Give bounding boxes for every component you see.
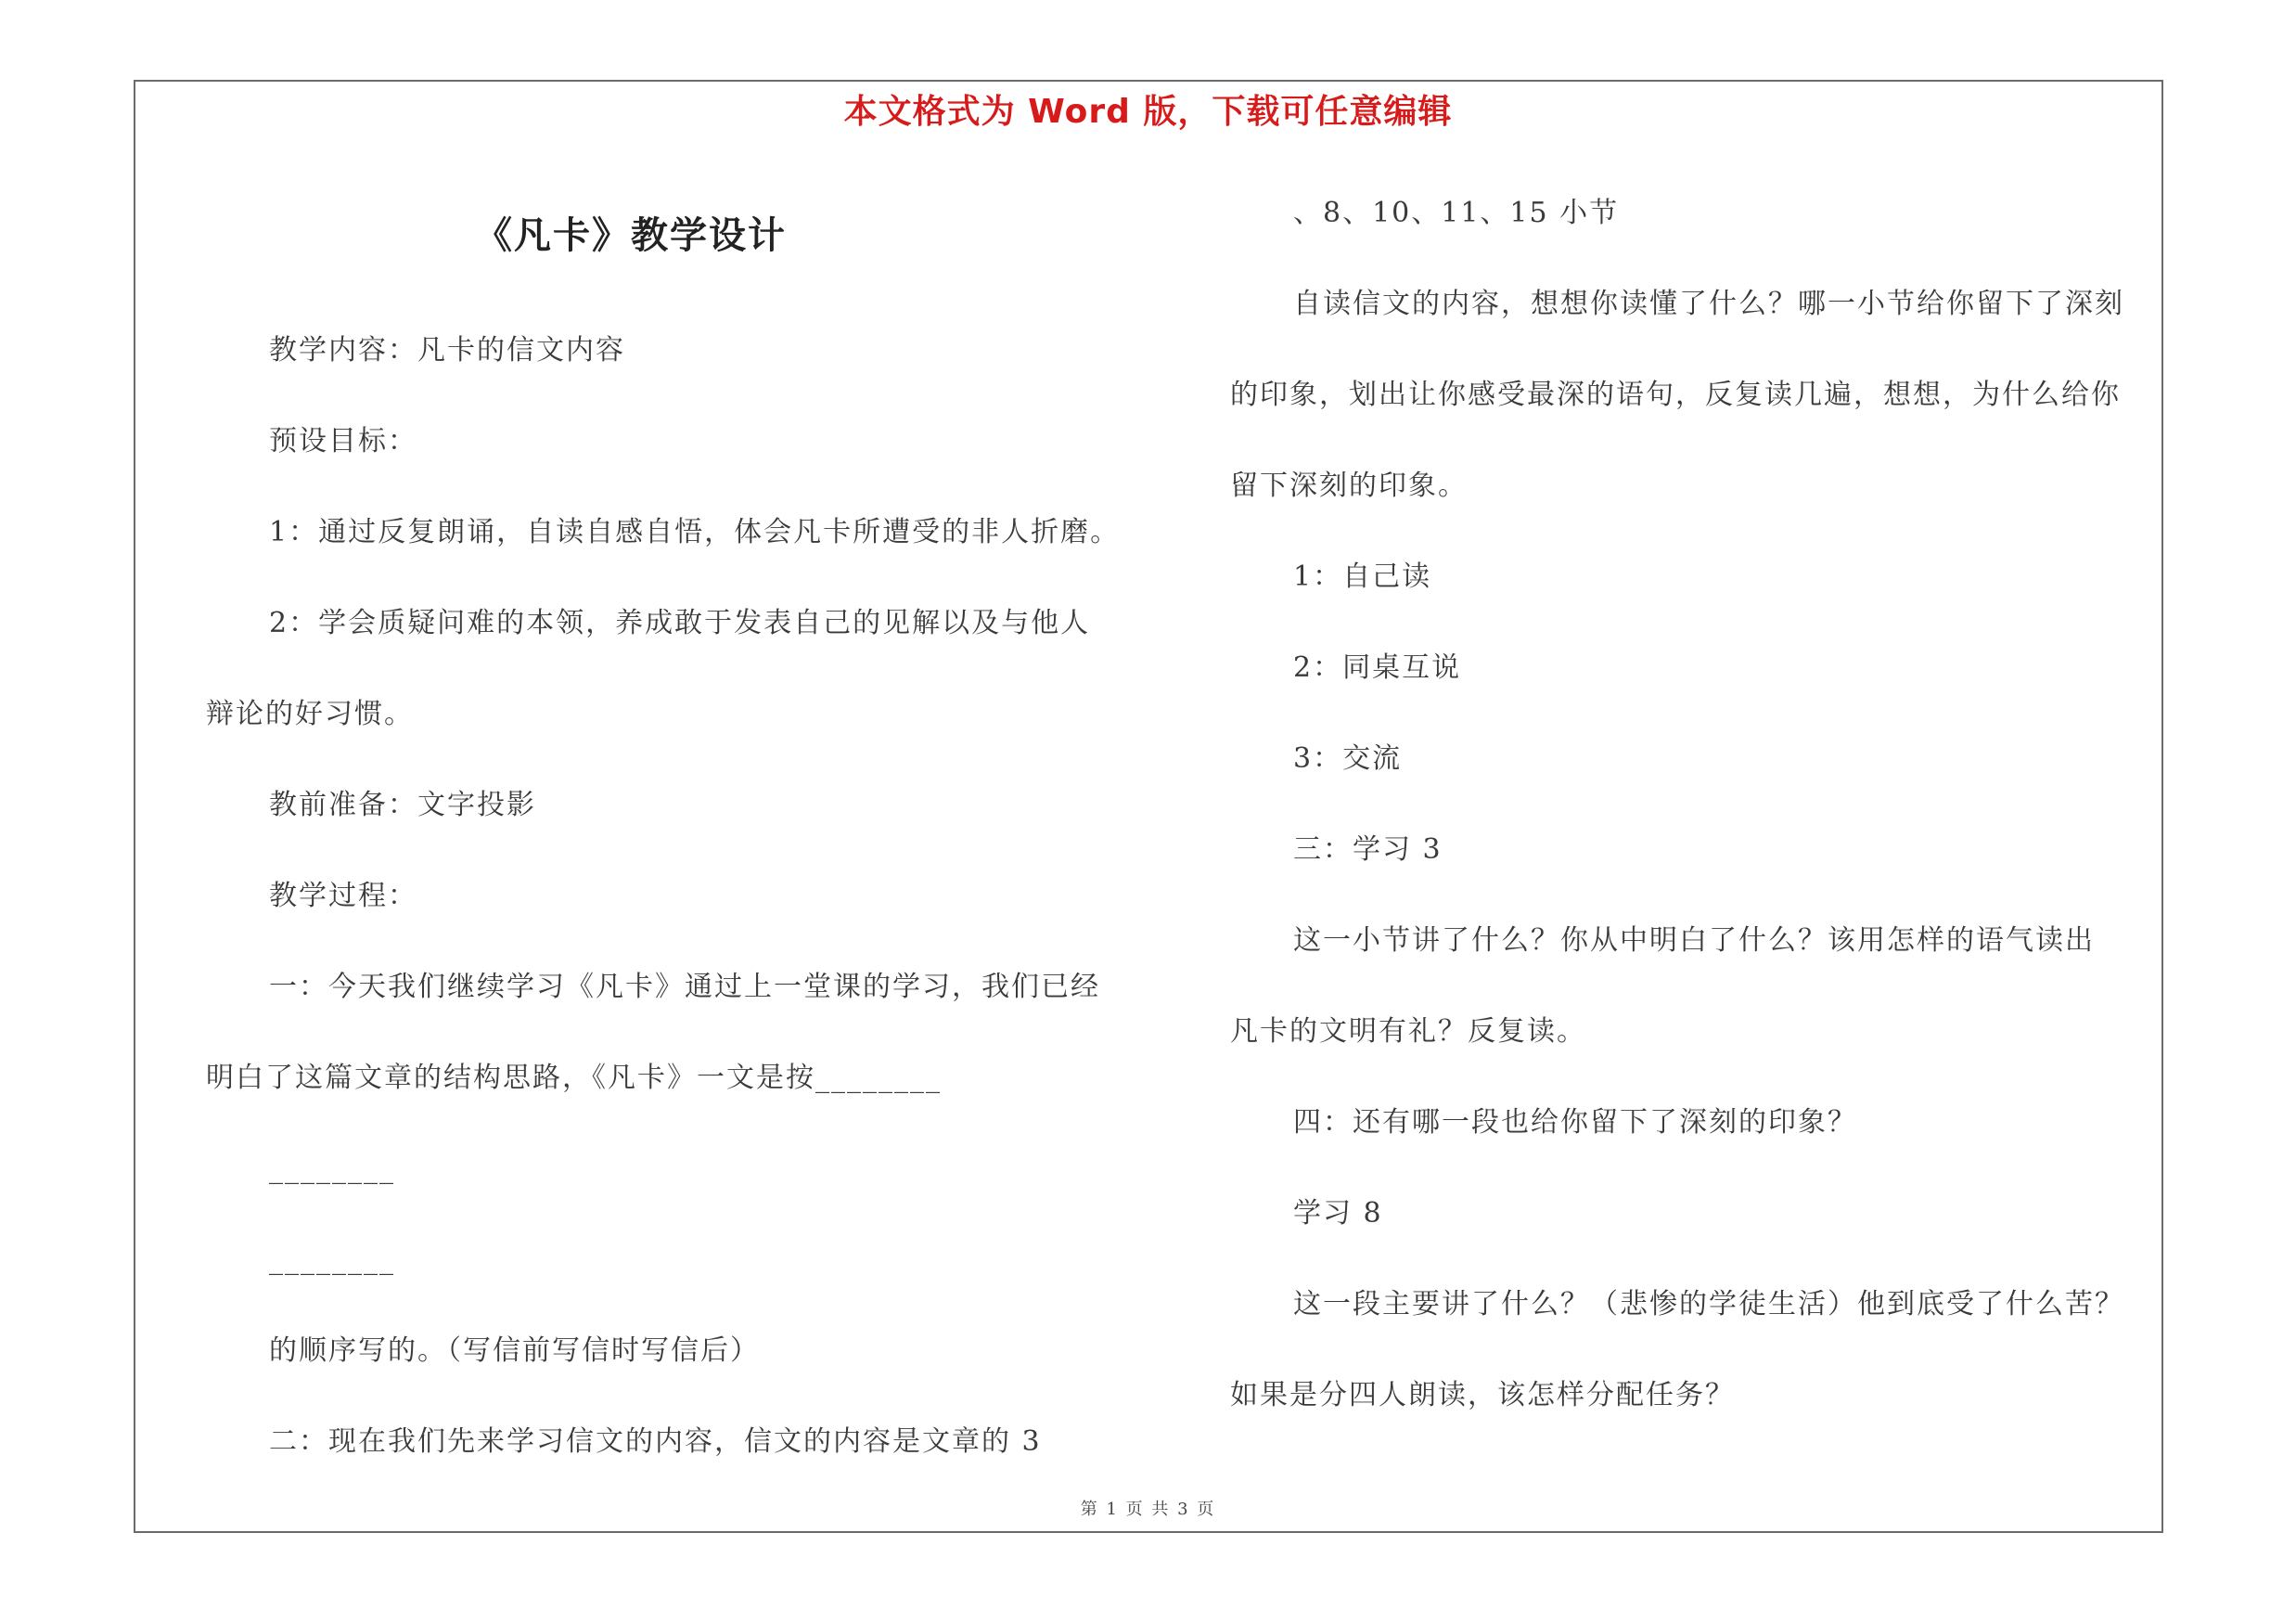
paragraph-line: 的印象，划出让你感受最深的语句，反复读几遍，想想，为什么给你 — [1230, 379, 2121, 411]
paragraph-line: 这一段主要讲了什么？（悲惨的学徒生活）他到底受了什么苦？ — [1293, 1288, 2124, 1320]
paragraph-line: 这一小节讲了什么？你从中明白了什么？该用怎样的语气读出 — [1293, 924, 2095, 957]
paragraph-line: 1：自己读 — [1293, 560, 1432, 593]
blank-line: ________ — [269, 1153, 395, 1185]
paragraph-line: 教学过程： — [269, 880, 417, 912]
paragraph-line: 辩论的好习惯。 — [206, 698, 414, 730]
format-banner: 本文格式为 Word 版，下载可任意编辑 — [843, 93, 1453, 131]
paragraph-line: 1：通过反复朗诵，自读自感自悟，体会凡卡所遭受的非人折磨。 — [269, 516, 1121, 548]
blank-line: ________ — [269, 1243, 395, 1276]
paragraph-line: 、8、10、11、15 小节 — [1293, 197, 1620, 229]
paragraph-line: 二：现在我们先来学习信文的内容，信文的内容是文章的 3 — [269, 1425, 1042, 1458]
paragraph-line: 一：今天我们继续学习《凡卡》通过上一堂课的学习，我们已经 — [269, 971, 1100, 1003]
paragraph-line: 教学内容：凡卡的信文内容 — [269, 334, 625, 367]
paragraph-line: 学习 8 — [1293, 1197, 1383, 1230]
page-number-footer: 第 1 页 共 3 页 — [1080, 1500, 1216, 1519]
document-title: 《凡卡》教学设计 — [475, 214, 787, 257]
paragraph-line: 教前准备：文字投影 — [269, 789, 536, 821]
paragraph-line: 预设目标： — [269, 425, 417, 457]
paragraph-line: 三：学习 3 — [1293, 833, 1443, 866]
paragraph-line: 2：同桌互说 — [1293, 651, 1462, 684]
paragraph-line: 如果是分四人朗读，该怎样分配任务？ — [1230, 1379, 1735, 1411]
paragraph-line: 3：交流 — [1293, 742, 1403, 775]
paragraph-line: 的顺序写的。（写信前写信时写信后） — [269, 1334, 760, 1367]
paragraph-line: 凡卡的文明有礼？反复读。 — [1230, 1015, 1586, 1048]
paragraph-line: 四：还有哪一段也给你留下了深刻的印象？ — [1293, 1106, 1857, 1139]
paragraph-line: 自读信文的内容，想想你读懂了什么？哪一小节给你留下了深刻 — [1293, 288, 2124, 320]
paragraph-line: 2：学会质疑问难的本领，养成敢于发表自己的见解以及与他人 — [269, 607, 1091, 639]
paragraph-line: 明白了这篇文章的结构思路，《凡卡》一文是按________ — [206, 1062, 942, 1094]
paragraph-line: 留下深刻的印象。 — [1230, 470, 1468, 502]
